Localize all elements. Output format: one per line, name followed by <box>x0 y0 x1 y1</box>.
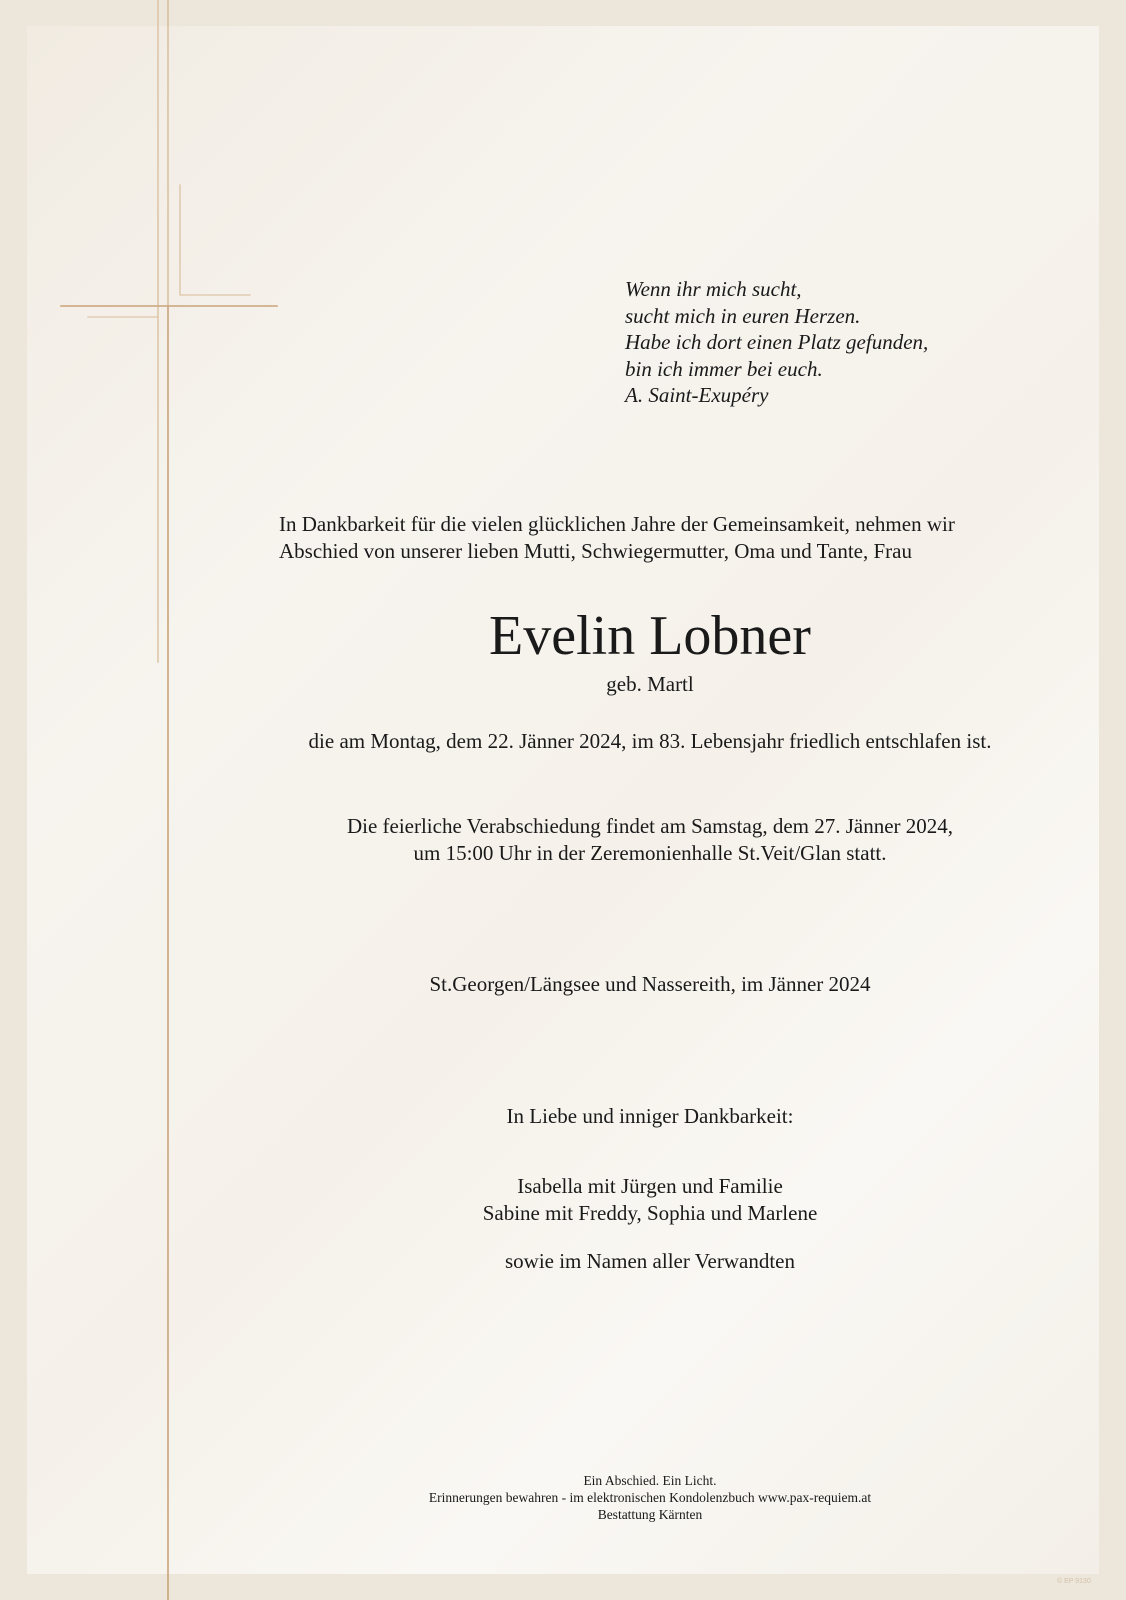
ceremony-info <box>279 813 1021 867</box>
mourners-list <box>279 1173 1021 1227</box>
mourner-line: Sabine mit Freddy, Sophia und Marlene <box>482 1201 818 1225</box>
footer-condolence-link: Erinnerungen bewahren - im elektronischen Kondolenzbuch www.pax-requiem.at <box>428 1490 872 1505</box>
footer-undertaker: Bestattung Kärnten <box>597 1507 703 1522</box>
mourners-closing: sowie im Namen aller Verwandten <box>504 1249 796 1273</box>
mourners-heading: In Liebe und inniger Dankbarkeit: <box>506 1104 794 1128</box>
card-background <box>27 26 1099 1574</box>
intro-text <box>279 511 955 564</box>
ceremony-line: um 15:00 Uhr in der Zeremonienhalle St.Veit/Glan statt. <box>413 841 887 865</box>
place-date: St.Georgen/Längsee und Nassereith, im Jänner 2024 <box>429 972 871 996</box>
quote-line: Habe ich dort einen Platz gefunden, <box>625 330 929 354</box>
ceremony-line: Die feierliche Verabschiedung findet am Samstag, dem 27. Jänner 2024, <box>346 814 954 838</box>
quote-author: A. Saint-Exupéry <box>625 383 769 407</box>
mourner-line: Isabella mit Jürgen und Familie <box>517 1174 783 1198</box>
template-code: © EP 9130 <box>1057 1578 1091 1585</box>
quote-line: sucht mich in euren Herzen. <box>625 303 861 328</box>
birth-name: geb. Martl <box>606 672 694 696</box>
deceased-name: Evelin Lobner <box>489 605 811 667</box>
intro-line: Abschied von unserer lieben Mutti, Schwiegermutter, Oma und Tante, Frau <box>279 538 912 563</box>
intro-line: In Dankbarkeit für die vielen glücklichen Jahre der Gemeinsamkeit, nehmen wir <box>279 512 955 536</box>
quote-line: Wenn ihr mich sucht, <box>625 277 802 301</box>
quote-line: bin ich immer bei euch. <box>625 356 823 381</box>
footer-slogan: Ein Abschied. Ein Licht. <box>583 1473 717 1488</box>
death-statement: die am Montag, dem 22. Jänner 2024, im 83. Lebensjahr friedlich entschlafen ist. <box>308 729 992 753</box>
footer <box>279 1472 1021 1523</box>
quote-block <box>625 276 928 409</box>
